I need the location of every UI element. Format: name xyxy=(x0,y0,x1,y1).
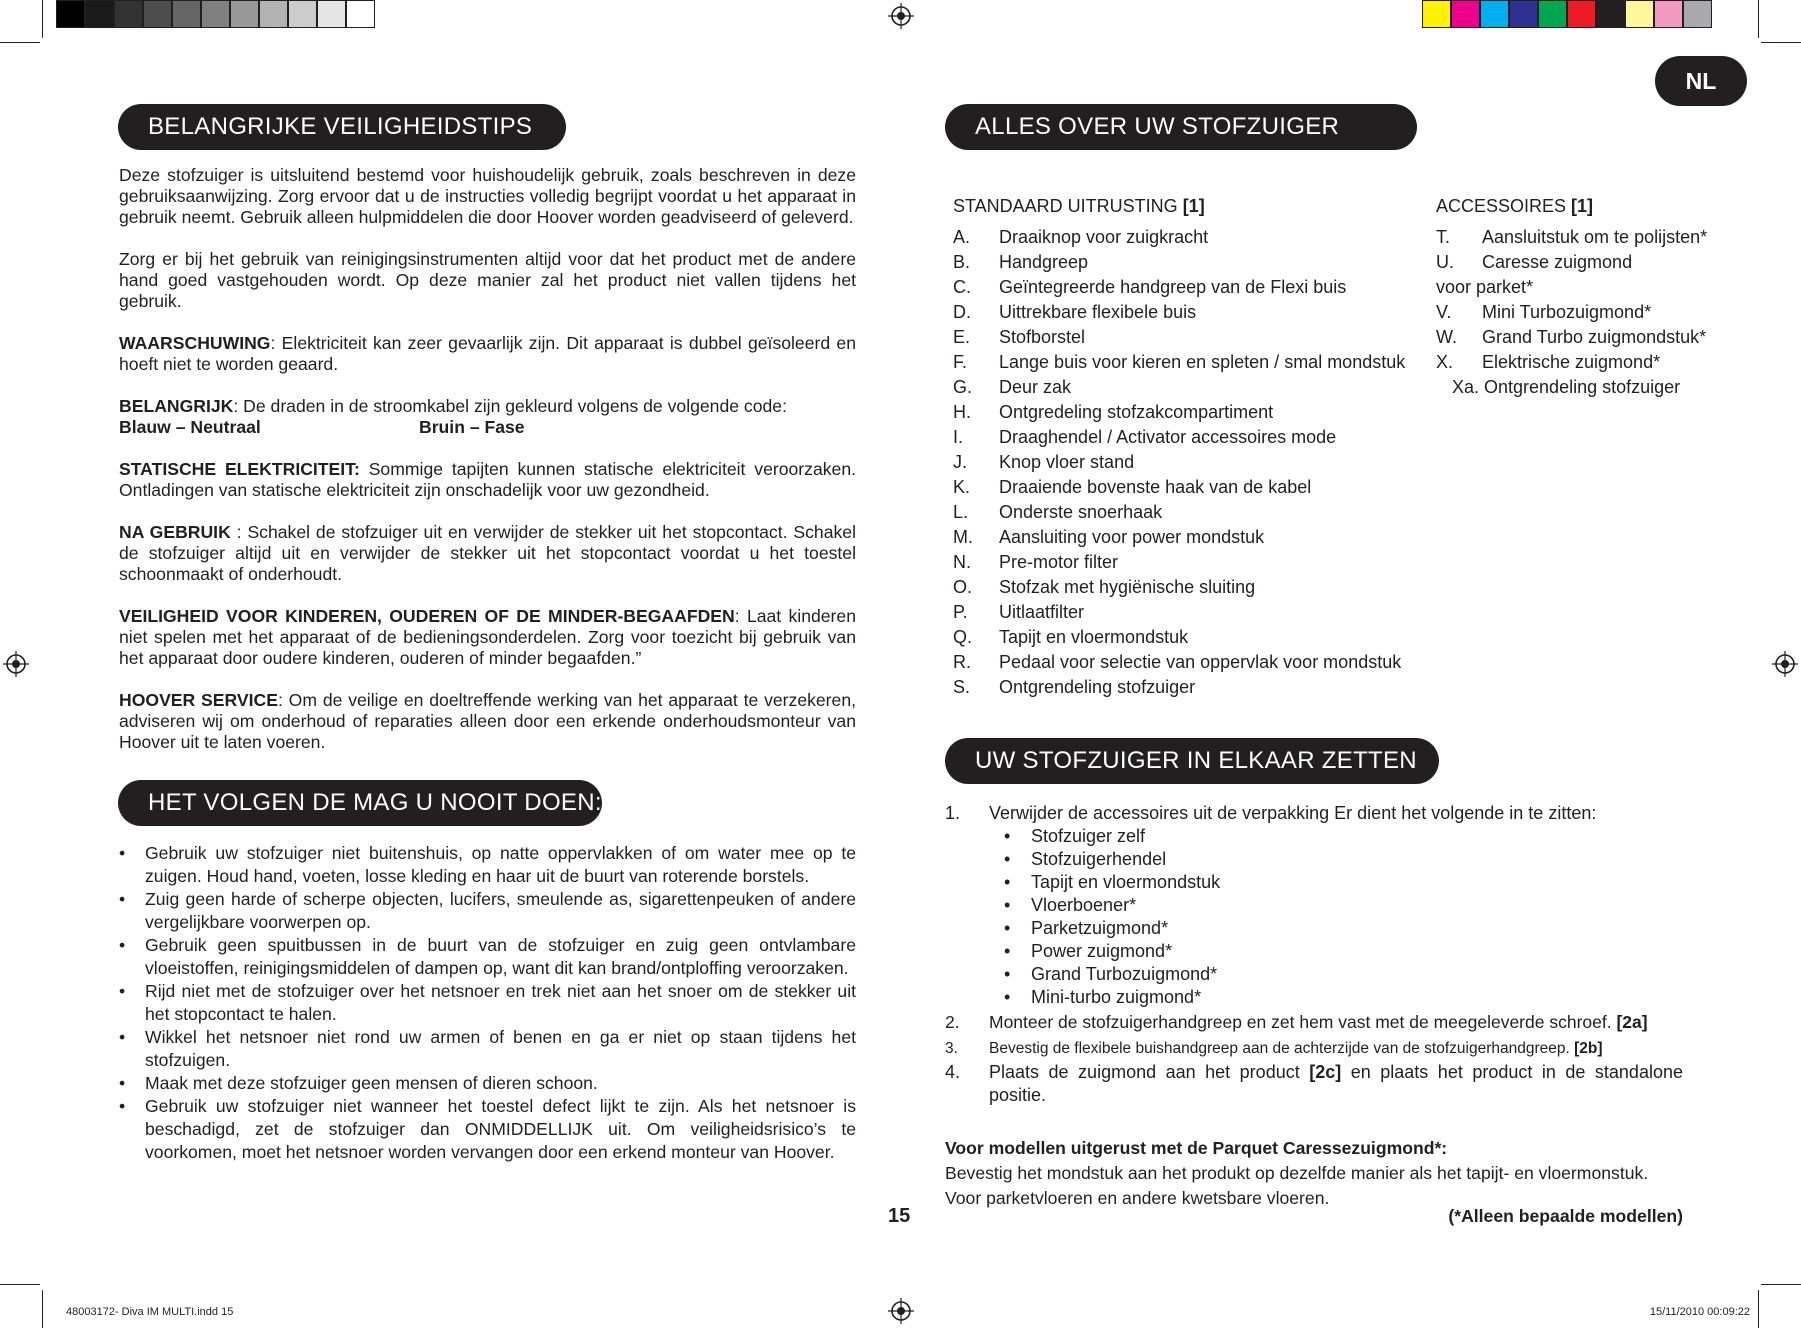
item-text: Aansluiting voor power mondstuk xyxy=(999,527,1265,547)
item-text: Aansluitstuk om te polijsten* xyxy=(1482,227,1708,247)
heading-all-about: ALLES OVER UW STOFZUIGER xyxy=(945,104,1417,150)
item-text: Caresse zuigmond xyxy=(1482,252,1633,272)
step-number: 3. xyxy=(945,1040,958,1057)
step-text xyxy=(989,1037,1603,1060)
color-swatch xyxy=(1538,0,1567,28)
item-text: Vloerboener* xyxy=(1031,895,1137,915)
color-swatch xyxy=(85,0,114,28)
important-paragraph xyxy=(119,396,856,417)
step-3-text: Bevestig de flexibele buishandgreep aan de achterzijde van de stofzuigerhandgreep. xyxy=(989,1040,1575,1057)
list-item: • Gebruik geen spuitbussen in de buurt van de stofzuiger en zuig geen ontvlambare vloeistoffen, reinigingsmiddelen of dampen op, want dit kan brand/ontploffing veroorzaken. xyxy=(119,934,856,980)
warning-paragraph xyxy=(119,333,856,375)
item-text: Draaghendel / Activator accessoires mode xyxy=(999,427,1337,447)
item-key: P. xyxy=(953,602,968,622)
item-text: Stofzak met hygiënische sluiting xyxy=(999,577,1256,597)
list-item: • Rijd niet met de stofzuiger over het netsnoer en trek niet aan het snoer om de stekker uit het stopcontact te halen. xyxy=(119,980,856,1026)
language-badge: NL xyxy=(1655,56,1747,106)
item-key: C. xyxy=(953,277,971,297)
step-4-text-b: en plaats het product in de standalone positie. xyxy=(989,1062,1683,1105)
parquet-line-2: Voor parketvloeren en andere kwetsbare vloeren. xyxy=(945,1188,1330,1208)
item-key: R. xyxy=(953,652,971,672)
color-swatch xyxy=(1567,0,1596,28)
item-text: Stofzuigerhendel xyxy=(1031,849,1167,869)
item-key: F. xyxy=(953,352,968,372)
item-text: Lange buis voor kieren en spleten / smal mondstuk xyxy=(999,352,1406,372)
children-paragraph xyxy=(119,606,856,669)
color-swatch xyxy=(143,0,172,28)
after-use-text: : Schakel de stofzuiger uit en verwijder de stekker uit het stopcontact. Schakel de stofzuiger altijd uit en verwijder de stekker uit het stopcontact voordat u het toestel schoonmaakt of onderhoudt. xyxy=(119,522,856,584)
item-text: Onderste snoerhaak xyxy=(999,502,1163,522)
item-key: S. xyxy=(953,677,971,697)
crop-mark xyxy=(0,42,40,43)
color-swatch xyxy=(317,0,346,28)
figure-ref: [1] xyxy=(1182,196,1205,216)
color-swatch xyxy=(259,0,288,28)
item-text: Grand Turbo zuigmondstuk* xyxy=(1482,327,1707,347)
footer-file: 48003172- Diva IM MULTI.indd 15 xyxy=(66,1306,234,1318)
color-swatch xyxy=(288,0,317,28)
static-paragraph xyxy=(119,459,856,501)
color-swatch xyxy=(172,0,201,28)
color-swatch xyxy=(1654,0,1683,28)
item-text: Knop vloer stand xyxy=(999,452,1135,472)
item-text: Tapijt en vloermondstuk xyxy=(999,627,1189,647)
item-text: Elektrische zuigmond* xyxy=(1482,352,1661,372)
accessories-title xyxy=(1436,196,1593,217)
service-label: HOOVER SERVICE xyxy=(119,690,278,710)
never-list xyxy=(119,842,856,1164)
list-item: • Maak met deze stofzuiger geen mensen of dieren schoon. xyxy=(119,1072,856,1095)
wire-brown: Bruin – Fase xyxy=(419,417,525,437)
registration-mark-icon xyxy=(888,1298,914,1324)
color-swatch xyxy=(114,0,143,28)
static-text: Sommige tapijten kunnen statische elektriciteit veroorzaken. Ontladingen van statische elektriciteit zijn onschadelijk voor uw gezondheid. xyxy=(119,459,856,500)
step-2-text: Monteer de stofzuigerhandgreep en zet hem vast met de meegeleverde schroef. xyxy=(989,1012,1617,1032)
crop-mark xyxy=(1761,1284,1801,1285)
item-text: Grand Turbozuigmond* xyxy=(1031,964,1218,984)
color-swatch xyxy=(346,0,375,28)
item-text: Geïntegreerde handgreep van de Flexi buis xyxy=(999,277,1347,297)
color-swatch xyxy=(230,0,259,28)
registration-mark-icon xyxy=(3,651,29,677)
item-text: Ontgrendeling stofzuiger xyxy=(999,677,1196,697)
list-item: • Gebruik uw stofzuiger niet buitenshuis, op natte oppervlakken of om water mee op te zuigen. Houd hand, voeten, losse kleding en haar uit de buurt van roterende borstels. xyxy=(119,842,856,888)
item-key: W. xyxy=(1436,327,1457,347)
step-text: Verwijder de accessoires uit de verpakking Er dient het volgende in te zitten: xyxy=(989,803,1597,823)
item-key: I. xyxy=(953,427,964,447)
item-key: L. xyxy=(953,502,969,522)
list-item: • Wikkel het netsnoer niet rond uw armen of benen en ga er niet op staan tijdens het stofzuigen. xyxy=(119,1026,856,1072)
important-text: : De draden in de stroomkabel zijn gekleurd volgens de volgende code: xyxy=(233,396,787,416)
item-text: Mini Turbozuigmond* xyxy=(1482,302,1652,322)
standard-equipment-title xyxy=(953,196,1205,217)
color-swatch xyxy=(201,0,230,28)
item-text: Handgreep xyxy=(999,252,1089,272)
heading-never-do: HET VOLGEN DE MAG U NOOIT DOEN: xyxy=(118,780,602,826)
item-text: Ontgredeling stofzakcompartiment xyxy=(999,402,1274,422)
item-text: Xa. Ontgrendeling stofzuiger xyxy=(1452,377,1681,397)
item-key: K. xyxy=(953,477,971,497)
static-label: STATISCHE ELEKTRICITEIT: xyxy=(119,459,360,479)
registration-mark-icon xyxy=(888,3,914,29)
item-text: Parketzuigmond* xyxy=(1031,918,1169,938)
color-swatch xyxy=(1596,0,1625,28)
after-use-paragraph xyxy=(119,522,856,585)
after-use-label: NA GEBRUIK xyxy=(119,522,231,542)
accessories-label: ACCESSOIRES xyxy=(1436,196,1572,216)
item-key: Q. xyxy=(953,627,973,647)
item-key: G. xyxy=(953,377,973,397)
item-text: Mini-turbo zuigmond* xyxy=(1031,987,1202,1007)
color-swatch xyxy=(1509,0,1538,28)
item-key: X. xyxy=(1436,352,1454,372)
heading-safety-tips: BELANGRIJKE VEILIGHEIDSTIPS xyxy=(118,104,566,150)
step-number: 4. xyxy=(945,1062,961,1082)
parquet-title: Voor modellen uitgerust met de Parquet Caressezuigmond*: xyxy=(945,1138,1448,1158)
safety-text xyxy=(119,165,856,774)
item-key: M. xyxy=(953,527,973,547)
color-swatch xyxy=(1451,0,1480,28)
item-text: Pedaal voor selectie van oppervlak voor mondstuk xyxy=(999,652,1402,672)
item-key: O. xyxy=(953,577,973,597)
item-text: Tapijt en vloermondstuk xyxy=(1031,872,1221,892)
item-text: Uittrekbare flexibele buis xyxy=(999,302,1197,322)
step-text xyxy=(989,1061,1683,1107)
important-label: BELANGRIJK xyxy=(119,396,234,416)
color-swatch xyxy=(56,0,85,28)
children-label: VEILIGHEID VOOR KINDEREN, OUDEREN OF DE MINDER-BEGAAFDEN xyxy=(119,606,735,626)
item-text: voor parket* xyxy=(1436,277,1534,297)
color-swatch xyxy=(1422,0,1451,28)
footer-date: 15/11/2010 00:09:22 xyxy=(1649,1306,1750,1318)
wire-code-row xyxy=(119,417,856,438)
item-key: V. xyxy=(1436,302,1452,322)
item-text: Draaiknop voor zuigkracht xyxy=(999,227,1209,247)
service-text: : Om de veilige en doeltreffende werking van het apparaat te verzekeren, adviseren wij om onderhoud of reparaties alleen door een erkende onderhoudsmonteur van Hoover uit te laten voeren. xyxy=(119,690,857,752)
list-item: • Gebruik uw stofzuiger niet wanneer het toestel defect lijkt te zijn. Als het netsnoer is beschadigd, zet de stofzuiger dan ONMIDDELLIJK uit. Om veiligheidsrisico’s te voorkomen, moet het netsnoer worden vervangen door een erkend monteur van Hoover. xyxy=(119,1095,856,1164)
figure-ref: [1] xyxy=(1571,196,1594,216)
color-swatch xyxy=(1625,0,1654,28)
list-item: • Zuig geen harde of scherpe objecten, lucifers, smeulende as, sigarettenpeuken of andere vergelijkbare voorwerpen op. xyxy=(119,888,856,934)
wire-blue: Blauw – Neutraal xyxy=(119,417,261,437)
color-swatch xyxy=(1480,0,1509,28)
item-key: T. xyxy=(1436,227,1451,247)
standard-equipment-label: STANDAARD UITRUSTING xyxy=(953,196,1183,216)
figure-ref: [2b] xyxy=(1574,1040,1603,1057)
service-paragraph xyxy=(119,690,856,753)
crop-mark xyxy=(0,1284,40,1285)
crop-mark xyxy=(42,1290,43,1328)
crop-mark xyxy=(1758,1290,1759,1328)
item-key: J. xyxy=(953,452,968,472)
registration-mark-icon xyxy=(1772,651,1798,677)
page-number: 15 xyxy=(888,1205,911,1227)
crop-mark xyxy=(42,0,43,38)
item-text: Stofborstel xyxy=(999,327,1086,347)
item-key: U. xyxy=(1436,252,1454,272)
crop-mark xyxy=(1758,0,1759,38)
intro-paragraph: Deze stofzuiger is uitsluitend bestemd voor huishoudelijk gebruik, zoals beschreven in deze gebruiksaanwijzing. Zorg ervoor dat u de instructies volledig begrijpt voordat u het apparaat in gebruik neemt. Gebruik alleen hulpmiddelen die door Hoover worden geadviseerd of geleverd. xyxy=(119,165,856,227)
item-text: Pre-motor filter xyxy=(999,552,1119,572)
item-key: H. xyxy=(953,402,971,422)
item-key: D. xyxy=(953,302,971,322)
step-number: 2. xyxy=(945,1012,960,1032)
children-text: : Laat kinderen niet spelen met het apparaat of de bedieningsonderdelen. Zorg voor toezicht bij gebruik van het apparaat door oudere kinderen, ouderen of minder begaafden.” xyxy=(119,606,856,668)
item-key: E. xyxy=(953,327,971,347)
models-note: (*Alleen bepaalde modellen) xyxy=(1448,1206,1683,1226)
item-key: B. xyxy=(953,252,971,272)
warning-label: WAARSCHUWING xyxy=(119,333,271,353)
item-text: Uitlaatfilter xyxy=(999,602,1085,622)
item-text: Draaiende bovenste haak van de kabel xyxy=(999,477,1312,497)
heading-assemble: UW STOFZUIGER IN ELKAAR ZETTEN xyxy=(945,738,1439,784)
tool-use-paragraph: Zorg er bij het gebruik van reinigingsinstrumenten altijd voor dat het product met de andere hand goed vastgehouden wordt. Op deze manier zal het product niet vallen tijdens het gebruik. xyxy=(119,249,856,311)
parquet-line-1: Bevestig het mondstuk aan het produkt op dezelfde manier als het tapijt- en vloermonstuk. xyxy=(945,1163,1649,1183)
step-number: 1. xyxy=(945,803,961,823)
item-text: Deur zak xyxy=(999,377,1072,397)
item-text: Stofzuiger zelf xyxy=(1031,826,1146,846)
item-text: Power zuigmond* xyxy=(1031,941,1173,961)
warning-text: : Elektriciteit kan zeer gevaarlijk zijn. Dit apparaat is dubbel geïsoleerd en hoeft niet te worden geaard. xyxy=(119,333,856,374)
figure-ref: [2c] xyxy=(1309,1062,1342,1082)
crop-mark xyxy=(1761,42,1801,43)
item-key: N. xyxy=(953,552,971,572)
color-swatch xyxy=(1683,0,1712,28)
item-key: A. xyxy=(953,227,971,247)
step-text xyxy=(989,1011,1648,1034)
step-4-text-a: Plaats de zuigmond aan het product xyxy=(989,1062,1310,1082)
figure-ref: [2a] xyxy=(1616,1012,1648,1032)
